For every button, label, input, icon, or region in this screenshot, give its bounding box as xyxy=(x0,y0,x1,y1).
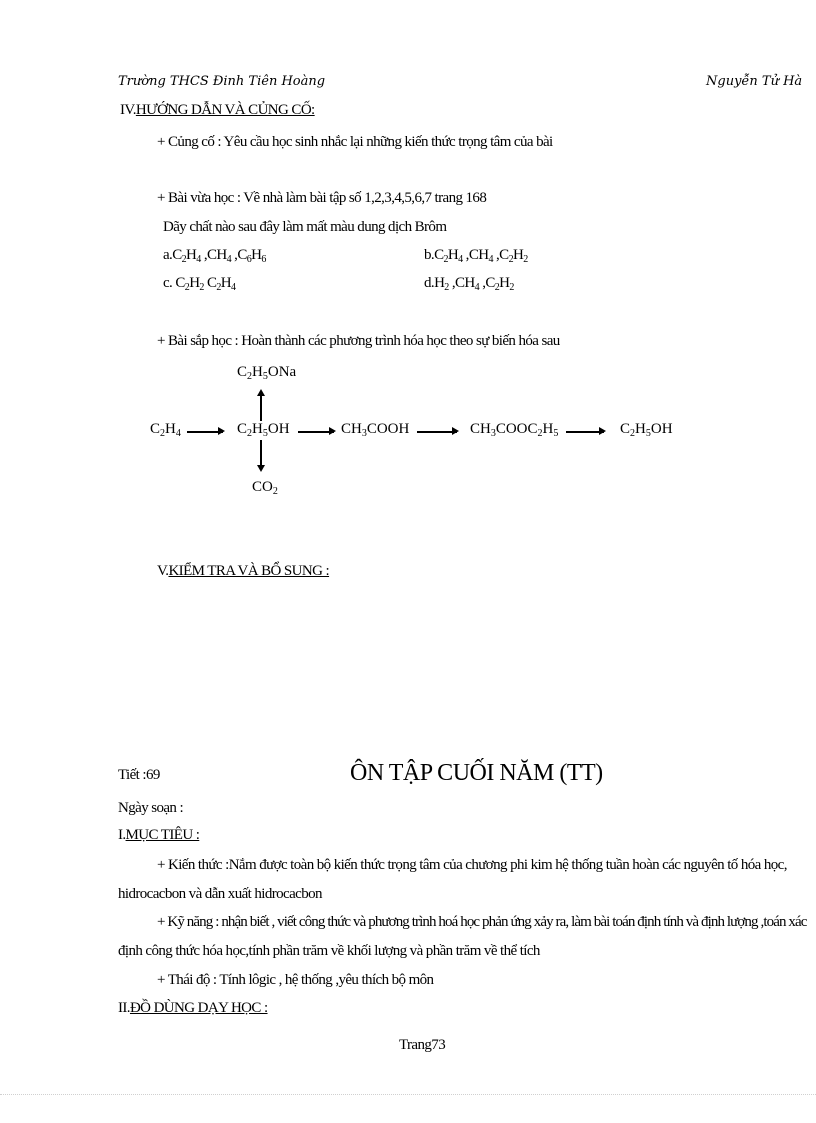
section5-number: V. xyxy=(157,563,169,579)
option-c: c. $C_2H_2$ $C_2H_4$ xyxy=(163,275,236,293)
chain-top-compound: $C_2H_5ONa$ xyxy=(237,364,297,382)
muc-tieu-title: MỤC TIÊU : xyxy=(125,827,200,843)
chain-node-4: $CH_3COOC_2H_5$ xyxy=(470,421,559,439)
section5-title: KIỂM TRA VÀ BỔ SUNG : xyxy=(168,563,330,579)
option-a-label: a. xyxy=(163,247,173,263)
footer-divider xyxy=(0,1094,816,1095)
chain-node-3: $CH_3COOH$ xyxy=(341,421,410,439)
option-c-label: c. xyxy=(163,275,173,291)
kynang-line-2: định công thức hóa học,tính phần trăm về khối lượng và phần trăm về thể tích xyxy=(118,943,540,959)
dodung-number: II. xyxy=(118,1000,130,1016)
tiet-number: Tiết :69 xyxy=(118,767,160,783)
arrow-down-head xyxy=(257,465,265,472)
question-line: Dãy chất nào sau đây làm mất màu dung dịch Brôm xyxy=(163,219,447,235)
chain-node-2: $C_2H_5OH$ xyxy=(237,421,290,439)
dodung-heading xyxy=(118,1000,268,1017)
muc-tieu-number: I. xyxy=(118,827,126,843)
kienthuc-line-2: hidrocacbon và dẫn xuất hidrocacbon xyxy=(118,886,322,902)
chain-node-1: $C_2H_4$ xyxy=(150,421,181,439)
option-d: $d.H_2$ $,CH_4$ $,C_2H_2$ xyxy=(424,275,514,293)
chain-arrow-1 xyxy=(187,431,223,433)
chain-bottom-compound: $CO_2$ xyxy=(252,479,278,497)
muc-tieu-heading xyxy=(118,827,199,844)
option-d-label: d. xyxy=(424,275,435,291)
section4-title: HƯỚNG DẪN VÀ CỦNG CỐ: xyxy=(135,102,315,118)
chain-arrow-2 xyxy=(298,431,334,433)
section5-heading xyxy=(157,563,329,580)
arrow-up-shaft xyxy=(260,395,262,421)
kienthuc-line-1: + Kiến thức :Nắm được toàn bộ kiến thức trọng tâm của chương phi kim hệ thống tuần hoàn các nguyên tố hóa học, xyxy=(157,857,787,873)
school-name: Trường THCS Đinh Tiên Hoàng xyxy=(118,74,326,89)
cungco-line: + Củng cố : Yêu cầu học sinh nhắc lại những kiến thức trọng tâm của bài xyxy=(157,134,553,150)
chain-arrow-4 xyxy=(566,431,604,433)
option-b-label: b. xyxy=(424,247,435,263)
baivuahoc-line: + Bài vừa học : Về nhà làm bài tập số 1,2,3,4,5,6,7 trang 168 xyxy=(157,190,487,206)
kynang-line-1: + Kỹ năng : nhận biết , viết công thức và phương trình hoá học phản ứng xảy ra, làm bài toán định tính và định lượng ,toán xác xyxy=(157,914,807,930)
thaido-line: + Thái độ : Tính lôgic , hệ thống ,yêu thích bộ môn xyxy=(157,972,434,988)
page-title: ÔN TẬP CUỐI NĂM (TT) xyxy=(350,760,603,786)
arrow-down-shaft xyxy=(260,440,262,466)
section4-heading xyxy=(120,102,315,119)
baisaphoc-line: + Bài sắp học : Hoàn thành các phương trình hóa học theo sự biến hóa sau xyxy=(157,333,560,349)
ngay-soan: Ngày soạn : xyxy=(118,800,184,816)
page-number: Trang73 xyxy=(399,1037,446,1053)
author-name: Nguyễn Tử Hà xyxy=(706,74,803,89)
dodung-title: ĐỒ DÙNG DẠY HỌC : xyxy=(129,1000,268,1016)
section4-number: IV. xyxy=(120,102,136,118)
chain-arrow-3 xyxy=(417,431,457,433)
option-b: $b.C_2H_4$ $,CH_4$ $,C_2H_2$ xyxy=(424,247,528,265)
chain-node-5: $C_2H_5OH$ xyxy=(620,421,673,439)
option-a: $a.C_2H_4$ $,CH_4$ $,C_6H_6$ xyxy=(163,247,266,265)
